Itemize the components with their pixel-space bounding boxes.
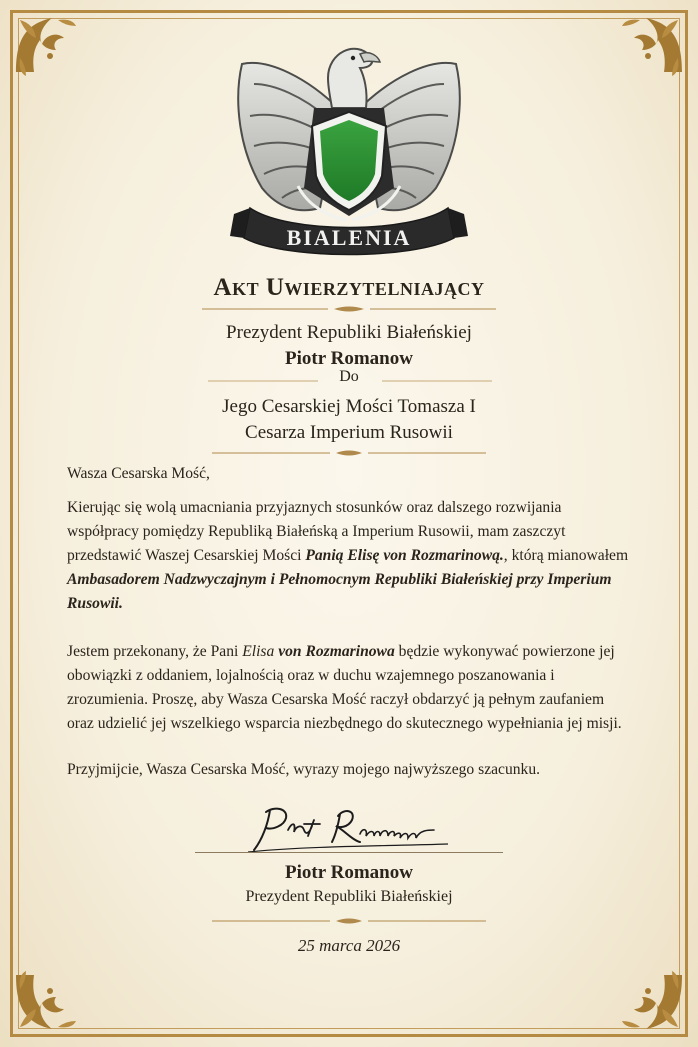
signatory-title: Prezydent Republiki Białeńskiej <box>245 888 453 905</box>
signature-icon <box>248 800 448 854</box>
document-title: Akt Uwierzytelniający <box>213 274 485 301</box>
sender-name: Piotr Romanow <box>285 348 413 369</box>
salutation: Wasza Cesarska Mość, <box>67 465 210 482</box>
p2-name-rest: von Rozmarinowa <box>274 643 395 660</box>
p2-name-first: Elisa <box>242 643 275 660</box>
corner-ornament-icon <box>616 12 686 82</box>
corner-ornament-icon <box>616 965 686 1035</box>
p2-text-b: będzie wykonywać powierzone jej obowiązki z oddaniem, lojalnością oraz w duchu wzajemnego poszanowania i zrozumienia. Proszę, aby Wasza Cesarska Mość raczył obdarzyć ją pełnym zaufaniem oraz udzielić jej wszelkiego wsparcia niezbędnego do skutecznego wypełniania jej misji. <box>67 643 622 732</box>
paragraph-1 <box>67 496 633 616</box>
p1-text-a: Kierując się wolą umacniania przyjaznych stosunków oraz dalszego rozwijania współpracy pomiędzy Republiką Białeńską a Imperium Rusowii, mam zaszczyt przedstawić Waszej Cesarskiej Mości <box>67 499 566 564</box>
footer-divider <box>212 916 486 926</box>
eagle-emblem-icon <box>228 38 470 260</box>
sender-title: Prezydent Republiki Białeńskiej <box>226 322 472 343</box>
title-divider <box>202 304 496 314</box>
corner-ornament-icon <box>12 12 82 82</box>
p1-text-b: , którą mianowałem <box>503 547 629 564</box>
signatory-name: Piotr Romanow <box>285 862 413 883</box>
p2-text-a: Jestem przekonany, że Pani <box>67 643 243 660</box>
paragraph-2 <box>67 640 633 736</box>
to-word: Do <box>339 368 359 385</box>
ambassador-name: Panią Elisę von Rozmarinową. <box>305 547 504 564</box>
document-date: 25 marca 2026 <box>297 936 401 955</box>
closing-line: Przyjmijcie, Wasza Cesarska Mość, wyrazy mojego najwyższego szacunku. <box>67 761 541 778</box>
header-divider <box>212 448 486 458</box>
recipient-title: Jego Cesarskiej Mości Tomasza I <box>222 396 476 417</box>
signature-line <box>195 852 503 853</box>
recipient-office: Cesarza Imperium Rusowii <box>245 422 453 443</box>
ambassador-role: Ambasadorem Nadzwyczajnym i Pełnomocnym Republiki Białeńskiej przy Imperium Rusowii. <box>67 571 612 612</box>
emblem-banner-text: BIALENIA <box>286 225 412 250</box>
corner-ornament-icon <box>12 965 82 1035</box>
divider-right <box>382 376 492 386</box>
